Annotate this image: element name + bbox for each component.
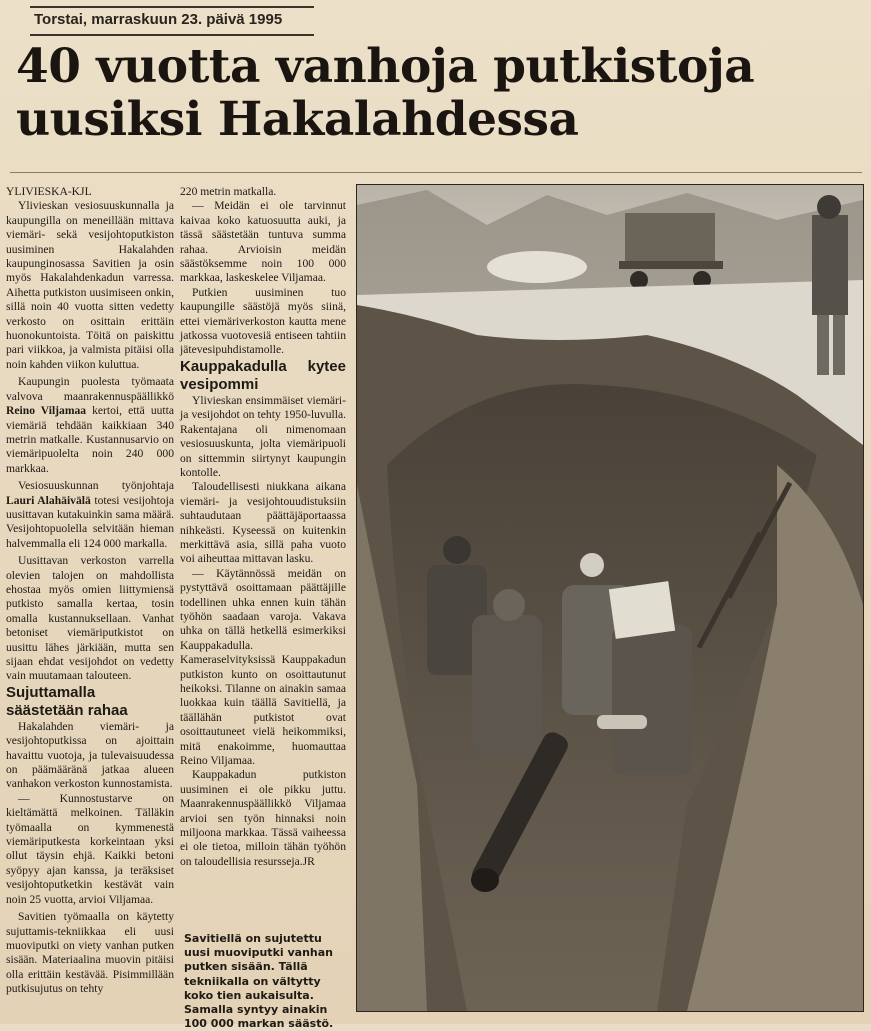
headline: 40 vuotta vanhoja putkistoja uusiksi Hakalahdessa <box>16 39 755 147</box>
paragraph: — Meidän ei ole tarvinnut kaivaa koko katuosuutta auki, ja tässä säästetään tuntuva summa rahaa. Arvioisin meidän säästöksemme noin 100 000 markkaa, laskeskelee Viljamaa. <box>180 199 346 285</box>
article-column-2 <box>180 185 346 869</box>
person-name: Reino Viljamaa <box>6 404 87 418</box>
paragraph: Kaupungin puolesta työmaata valvova maanrakennuspäällikkö Reino Viljamaa kertoi, että uutta viemäriä tehdään kaikkiaan 340 metrin matkalle. Kustannusarvio on viemäripuolelta noin 240 000 markkaa. <box>6 375 174 475</box>
subheading: Kauppakadulla kytee vesipommi <box>180 357 346 393</box>
date-line: Torstai, marraskuun 23. päivä 1995 <box>30 6 314 36</box>
paragraph: — Kunnostustarve on kieltämättä melkoinen. Tälläkin työmaalla on kymmenestä viemäriputkesta korkeintaan yksi ollut täysin ehjä. Kaikki betoni syöpyy ajan kanssa, ja teräksiset vesijohtoputketkin kestävät vain noin 25 vuotta, arvioi Viljamaa. <box>6 791 174 906</box>
article-column-1 <box>6 185 174 997</box>
photo-caption: Savitiellä on sujutettu uusi muoviputki vanhan putken sisään. Tällä tekniikalla on vältytty koko tien aukaisulta. Samalla syntyy ainakin 100 000 markan säästö. <box>184 932 334 1031</box>
paragraph: — Käytännössä meidän on pystyttävä osoittamaan päättäjille todellinen uhka ennen kuin tähän työhön saadaan varoja. Vakava uhka on tällä hetkellä esimerkiksi Kauppakadulla. Kameraselvityksissä Kauppakadun putkiston kunto on osoittautunut heikoksi. Tilanne on ainakin samaa luokkaa kuin täällä Savitiellä, ja täällähän putkistot ovat osoittautuneet vielä heikommiksi, mitä enakoimme, huomauttaa Reino Viljamaa. <box>180 566 346 768</box>
paragraph: Uusittavan verkoston varrella olevien talojen on mahdollista ehostaa myös omien liittymiensä putkisto samalla kertaa, tosin omalla kustannuksellaan. Vanhat betoniset viemäriputkistot on uusittu lähes järkiään, mutta sen sijaan ehdat vesijohdot on vedetty vain muutamaan talouteen. <box>6 554 174 683</box>
paragraph: Savitien työmaalla on käytetty sujuttamis-tekniikkaa eli uusi muoviputki on viety vanhan putken sisään. Materiaalina muovin pitäisi olla erittäin kestävää. Pisimmillään putkisujutus on tehty <box>6 910 174 996</box>
trench-photo <box>356 184 864 1012</box>
paragraph: Taloudellisesti niukkana aikana viemäri- ja vesijohtouudistuksiin suhtaudutaan päättäjäportaassa nihkeästi. Kyseessä on kuitenkin merkittävä asia, sillä paha vuoto voi aiheuttaa mittavan lasku. <box>180 480 346 566</box>
dateline: YLIVIESKA-KJL <box>6 185 92 198</box>
subheading: Sujuttamalla säästetään rahaa <box>6 683 128 719</box>
trench-photo-illustration <box>357 185 863 1011</box>
paragraph: Putkien uusiminen tuo kaupungille säästöjä myös siinä, ettei viemäriverkoston kautta mene jatkossa vuotovesiä entiseen tahtiin jätevesipuhdistamolle. <box>180 285 346 357</box>
paragraph: Ylivieskan vesiosuuskunnalla ja kaupungilla on meneillään mittava viemäri- sekä vesijohtoputkiston uusiminen Hakalahden kaupunginosassa Savitien ja osin myös Hakalahdenkadun varressa. Aihetta putkiston uusimiseen onkin, sillä noin 40 vuotta sitten vedetty verkosto on osittain erittäin huonokuntoista. Töitä on paiskittu pari viikkoa, ja valmista pitäisi olla noin kahden viikon kuluttua. <box>6 199 174 371</box>
paragraph: Vesiosuuskunnan työnjohtaja Lauri Alahäivälä totesi vesijohtoja uusittavan kutakuinkin sama määrä. Vesijohtopuolella selvitään hieman halvemmalla eli 124 000 markalla. <box>6 479 174 550</box>
paragraph: Ylivieskan ensimmäiset viemäri- ja vesijohdot on tehty 1950-luvulla. Rakentajana oli nimenomaan vesiosuuskunta, jolta viemäripuoli on sittemmin siirtynyt kaupungin kontolle. <box>180 393 346 479</box>
paragraph: 220 metrin matkalla. <box>180 185 277 198</box>
person-name: Lauri Alahäivälä <box>6 493 91 507</box>
paragraph: Kauppakadun putkiston uusiminen ei ole pikku juttu. Maanrakennuspäällikkö Viljamaa arvioi sen työn hinnaksi noin miljoona markkaa. Tässä vaiheessa ei ole tietoa, milloin tähän työhön on taloudellisia resursseja.JR <box>180 768 346 868</box>
headline-rule <box>10 172 862 173</box>
paragraph: Hakalahden viemäri- ja vesijohtoputkissa on ajoittain havaittu vuotoja, ja tulevaisuudessa on päämääränä jatkaa alueen vanhakon verkoston kunnostamista. <box>6 719 174 791</box>
